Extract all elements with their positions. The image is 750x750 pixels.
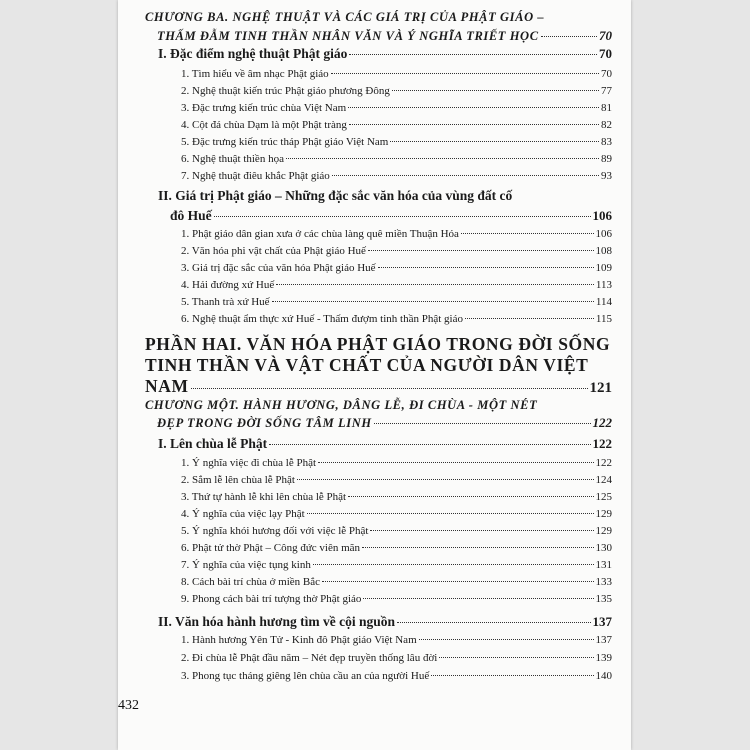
leader-dots — [541, 36, 597, 37]
leader-dots — [297, 479, 594, 480]
toc-item[interactable] — [181, 68, 612, 80]
toc-item[interactable] — [181, 652, 612, 664]
item-title: 2. Đi chùa lễ Phật đầu năm – Nét đẹp truyền thống lâu đời — [181, 652, 438, 664]
item-title: 4. Hải đường xứ Huế — [181, 279, 275, 291]
item-title: 7. Ý nghĩa của việc tụng kinh — [181, 559, 311, 571]
page-ref: 137 — [592, 614, 612, 629]
page-ref: 108 — [595, 245, 612, 257]
toc-item[interactable] — [181, 85, 612, 97]
section-entry[interactable] — [158, 436, 612, 452]
leader-dots — [269, 444, 590, 445]
leader-dots — [272, 301, 594, 302]
item-title: 6. Nghệ thuật thiền họa — [181, 153, 284, 165]
toc-item[interactable] — [181, 228, 612, 240]
toc-item[interactable] — [181, 102, 612, 114]
toc-item[interactable] — [181, 559, 612, 571]
page-ref: 114 — [595, 296, 612, 308]
page-ref: 129 — [595, 525, 612, 537]
item-title: 6. Nghệ thuật ẩm thực xứ Huế - Thấm đượm tinh thần Phật giáo — [181, 313, 463, 325]
leader-dots — [392, 90, 599, 91]
item-title: 5. Đặc trưng kiến trúc tháp Phật giáo Việt Nam — [181, 136, 389, 148]
page-ref: 70 — [599, 46, 612, 61]
toc-item[interactable] — [181, 153, 612, 165]
item-title: 4. Ý nghĩa của việc lạy Phật — [181, 508, 305, 520]
leader-dots — [214, 216, 591, 217]
item-title: 1. Phật giáo dân gian xưa ở các chùa làng quê miền Thuận Hóa — [181, 228, 459, 240]
leader-dots — [397, 622, 590, 623]
toc-item[interactable] — [181, 508, 612, 520]
item-title: 5. Ý nghĩa khói hương đối với việc lễ Phật — [181, 525, 369, 537]
leader-dots — [276, 284, 594, 285]
leader-dots — [390, 141, 599, 142]
leader-dots — [322, 581, 594, 582]
leader-dots — [286, 158, 599, 159]
page-ref: 113 — [595, 279, 612, 291]
toc-item[interactable] — [181, 296, 612, 308]
page-ref: 137 — [595, 634, 612, 646]
leader-dots — [378, 267, 594, 268]
leader-dots — [318, 462, 593, 463]
chapter-entry[interactable] — [157, 28, 612, 44]
item-title: 1. Tìm hiểu về âm nhạc Phật giáo — [181, 68, 329, 80]
toc-item[interactable] — [181, 119, 612, 131]
toc-item[interactable] — [181, 136, 612, 148]
toc-item[interactable] — [181, 262, 612, 274]
leader-dots — [431, 675, 593, 676]
page-ref: 122 — [592, 436, 612, 451]
page-ref: 70 — [601, 68, 612, 80]
page-ref: 89 — [601, 153, 612, 165]
page-ref: 131 — [595, 559, 612, 571]
leader-dots — [348, 107, 599, 108]
item-title: 3. Đặc trưng kiến trúc chùa Việt Nam — [181, 102, 347, 114]
page-ref: 122 — [592, 415, 612, 430]
item-title: 5. Thanh trà xứ Huế — [181, 296, 270, 308]
page-ref: 109 — [595, 262, 612, 274]
page-ref: 135 — [595, 593, 612, 605]
page-ref: 93 — [601, 170, 612, 182]
section-title: đô Huế — [170, 208, 212, 223]
item-title: 8. Cách bài trí chùa ở miền Bắc — [181, 576, 320, 588]
item-title: 2. Văn hóa phi vật chất của Phật giáo Huế — [181, 245, 366, 257]
toc-item[interactable] — [181, 170, 612, 182]
chapter-title-line: ĐẸP TRONG ĐỜI SỐNG TÂM LINH — [157, 416, 372, 430]
page-ref: 133 — [595, 576, 612, 588]
item-title: 9. Phong cách bài trí tượng thờ Phật giáo — [181, 593, 362, 605]
toc-item[interactable] — [181, 491, 612, 503]
page-ref: 130 — [595, 542, 612, 554]
page-ref: 122 — [595, 457, 612, 469]
leader-dots — [332, 175, 599, 176]
section-title: II. Văn hóa hành hương tìm về cội nguồn — [158, 614, 396, 629]
leader-dots — [349, 124, 599, 125]
item-title: 3. Thứ tự hành lễ khi lên chùa lễ Phật — [181, 491, 347, 503]
section-title: II. Giá trị Phật giáo – Những đặc sắc văn hóa của vùng đất cố — [158, 188, 513, 203]
chapter-title-line: CHƯƠNG BA. NGHỆ THUẬT VÀ CÁC GIÁ TRỊ CỦA PHẬT GIÁO – — [145, 10, 545, 24]
chapter-title-line: CHƯƠNG MỘT. HÀNH HƯƠNG, DÂNG LỄ, ĐI CHÙA - MỘT NÉT — [145, 398, 538, 412]
toc-item[interactable] — [181, 634, 612, 646]
item-title: 1. Ý nghĩa việc đi chùa lễ Phật — [181, 457, 317, 469]
leader-dots — [368, 250, 594, 251]
toc-item[interactable] — [181, 670, 612, 682]
section-entry[interactable] — [170, 208, 612, 224]
toc-item[interactable] — [181, 542, 612, 554]
page-ref: 83 — [601, 136, 612, 148]
chapter-title-line: THẤM ĐẪM TINH THẦN NHÂN VĂN VÀ Ý NGHĨA TRIẾT HỌC — [157, 29, 539, 43]
toc-item[interactable] — [181, 457, 612, 469]
section-entry[interactable] — [158, 46, 612, 62]
toc-item[interactable] — [181, 593, 612, 605]
leader-dots — [461, 233, 594, 234]
item-title: 4. Cột đá chùa Dạm là một Phật tràng — [181, 119, 347, 131]
leader-dots — [374, 423, 591, 424]
leader-dots — [191, 388, 588, 389]
part-title-line: PHẦN HAI. VĂN HÓA PHẬT GIÁO TRONG ĐỜI SỐNG — [145, 334, 611, 354]
page-ref: 70 — [599, 28, 612, 43]
page-ref: 77 — [601, 85, 612, 97]
part-entry[interactable] — [145, 376, 612, 397]
page-ref: 140 — [595, 670, 612, 682]
leader-dots — [419, 639, 594, 640]
part-title-line: TINH THẦN VÀ VẬT CHẤT CỦA NGƯỜI DÂN VIỆT — [145, 355, 589, 375]
section-entry[interactable] — [158, 614, 612, 630]
toc-item[interactable] — [181, 576, 612, 588]
chapter-entry[interactable] — [157, 415, 612, 431]
leader-dots — [363, 598, 593, 599]
toc-item[interactable] — [181, 474, 612, 486]
section-title: I. Lên chùa lễ Phật — [158, 436, 268, 451]
item-title: 3. Phong tục tháng giêng lên chùa cầu an của người Huế — [181, 670, 430, 682]
leader-dots — [307, 513, 594, 514]
leader-dots — [349, 54, 597, 55]
item-title: 3. Giá trị đặc sắc của văn hóa Phật giáo Huế — [181, 262, 376, 274]
page-ref: 106 — [592, 208, 612, 223]
leader-dots — [362, 547, 593, 548]
leader-dots — [313, 564, 594, 565]
page-ref: 125 — [595, 491, 612, 503]
item-title: 6. Phật tử thờ Phật – Công đức viên mãn — [181, 542, 361, 554]
toc-item[interactable] — [181, 279, 612, 291]
leader-dots — [370, 530, 593, 531]
toc-item[interactable] — [181, 245, 612, 257]
leader-dots — [348, 496, 593, 497]
page-number: 432 — [118, 698, 139, 713]
page-ref: 139 — [595, 652, 612, 664]
page-ref: 129 — [595, 508, 612, 520]
page-ref: 124 — [595, 474, 612, 486]
item-title: 2. Nghệ thuật kiến trúc Phật giáo phương Đông — [181, 85, 390, 97]
page-ref: 106 — [595, 228, 612, 240]
page-ref: 121 — [589, 380, 612, 396]
item-title: 2. Sắm lễ lên chùa lễ Phật — [181, 474, 295, 486]
leader-dots — [331, 73, 599, 74]
part-title-line: NAM — [145, 376, 189, 396]
page-ref: 81 — [601, 102, 612, 114]
toc-item[interactable] — [181, 313, 612, 325]
page-ref: 82 — [601, 119, 612, 131]
page-ref: 115 — [595, 313, 612, 325]
toc-item[interactable] — [181, 525, 612, 537]
item-title: 1. Hành hương Yên Tử - Kinh đô Phật giáo Việt Nam — [181, 634, 417, 646]
section-title: I. Đặc điểm nghệ thuật Phật giáo — [158, 46, 348, 61]
item-title: 7. Nghệ thuật điêu khắc Phật giáo — [181, 170, 330, 182]
leader-dots — [465, 318, 594, 319]
leader-dots — [439, 657, 593, 658]
